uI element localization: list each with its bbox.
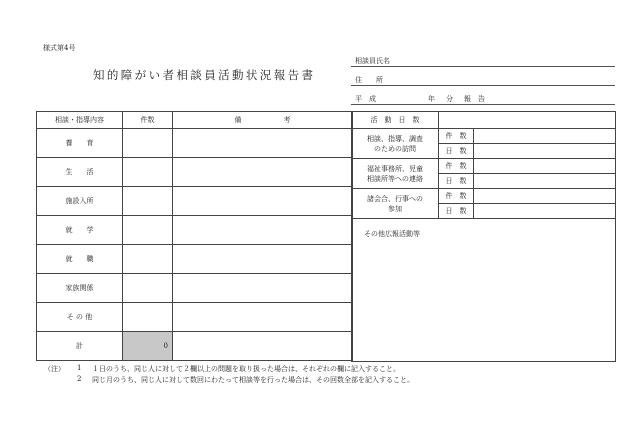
period-line[interactable] (351, 104, 615, 105)
other-activities-cell[interactable] (352, 219, 616, 362)
row-label-shugaku: 就 学 (37, 216, 123, 245)
form-number: 様式第4号 (43, 44, 76, 52)
activity-days-row (352, 112, 616, 129)
group-label-liaison (352, 159, 439, 189)
row-label-kazoku: 家族関係 (37, 274, 123, 303)
col-category-header: 相談・指導内容 (37, 112, 123, 129)
table-row (37, 187, 353, 216)
row-label-yoiku: 養 育 (37, 129, 123, 158)
group-row (352, 159, 616, 174)
days-label: 日 数 (439, 174, 474, 189)
group-label-line: 相談、指導、調査 (367, 134, 423, 143)
count-cell[interactable] (123, 158, 173, 187)
remarks-cell[interactable] (173, 274, 353, 303)
other-activities-label: その他広報活動等 (364, 230, 420, 238)
group-row (352, 189, 616, 204)
group-label-line: 諸会合、行事への (367, 194, 423, 203)
col-count-header: 件数 (123, 112, 173, 129)
note-text: １日のうち、同じ人に対して２欄以上の問題を取り扱った場合は、それぞれの欄に記入すること。 (92, 365, 400, 373)
total-label: 計 (37, 332, 123, 361)
days-cell[interactable] (474, 174, 616, 189)
days-label: 日 数 (439, 144, 474, 159)
note-number: 2 (77, 375, 82, 383)
note-prefix: （注） (44, 365, 65, 373)
group-label-line: のための訪問 (374, 144, 416, 153)
activity-days-value[interactable] (439, 112, 616, 129)
group-label-line: 福祉事務所、児童 (367, 164, 423, 173)
count-cell[interactable] (123, 216, 173, 245)
remarks-cell[interactable] (173, 216, 353, 245)
total-value: 0 (123, 332, 173, 361)
count-cell[interactable] (123, 274, 173, 303)
group-label-line: 相談所等への連絡 (367, 174, 423, 183)
row-label-seikatsu: 生 活 (37, 158, 123, 187)
other-activities-row (352, 219, 616, 362)
cases-label: 件 数 (439, 159, 474, 174)
table-row (37, 274, 353, 303)
count-cell[interactable] (123, 303, 173, 332)
group-label-visits (352, 129, 439, 159)
total-row (37, 332, 353, 361)
counselor-name-line[interactable] (351, 66, 615, 67)
count-cell[interactable] (123, 129, 173, 158)
note-number: 1 (77, 364, 82, 372)
remarks-cell[interactable] (173, 129, 353, 158)
table-row (37, 303, 353, 332)
cases-cell[interactable] (474, 129, 616, 144)
table-row (37, 216, 353, 245)
days-cell[interactable] (474, 144, 616, 159)
counselor-name-label: 相談員氏名 (355, 57, 390, 65)
note-text: 同じ月のうち、同じ人に対して数回にわたって相談等を行った場合は、その回数全部を記入すること。 (92, 376, 414, 384)
cases-label: 件 数 (439, 189, 474, 204)
remarks-cell[interactable] (173, 158, 353, 187)
col-remarks-header: 備 考 (173, 112, 353, 129)
group-label-line: 参加 (388, 204, 402, 213)
total-remarks-cell[interactable] (173, 332, 353, 361)
period-year-label: 年 (428, 95, 435, 103)
address-label: 住 所 (355, 76, 383, 84)
address-line[interactable] (351, 85, 615, 86)
activity-table (351, 111, 616, 362)
group-label-meetings (352, 189, 439, 219)
cases-cell[interactable] (474, 189, 616, 204)
table-header-row (37, 112, 353, 129)
period-report-label: 報 告 (464, 95, 485, 103)
row-label-sonota: そ の 他 (37, 303, 123, 332)
period-half-label: 分 (446, 95, 453, 103)
consultation-table (36, 111, 353, 361)
days-label: 日 数 (439, 204, 474, 219)
table-row (37, 245, 353, 274)
cases-cell[interactable] (474, 159, 616, 174)
cases-label: 件 数 (439, 129, 474, 144)
count-cell[interactable] (123, 187, 173, 216)
page-title: 知的障がい者相談員活動状況報告書 (93, 68, 316, 82)
remarks-cell[interactable] (173, 187, 353, 216)
period-era: 平 成 (355, 95, 376, 103)
table-row (37, 129, 353, 158)
table-row (37, 158, 353, 187)
remarks-cell[interactable] (173, 245, 353, 274)
count-cell[interactable] (123, 245, 173, 274)
row-label-shisetsu: 施設入所 (37, 187, 123, 216)
days-cell[interactable] (474, 204, 616, 219)
activity-days-label: 活 動 日 数 (352, 112, 439, 129)
remarks-cell[interactable] (173, 303, 353, 332)
row-label-shushoku: 就 職 (37, 245, 123, 274)
group-row (352, 129, 616, 144)
